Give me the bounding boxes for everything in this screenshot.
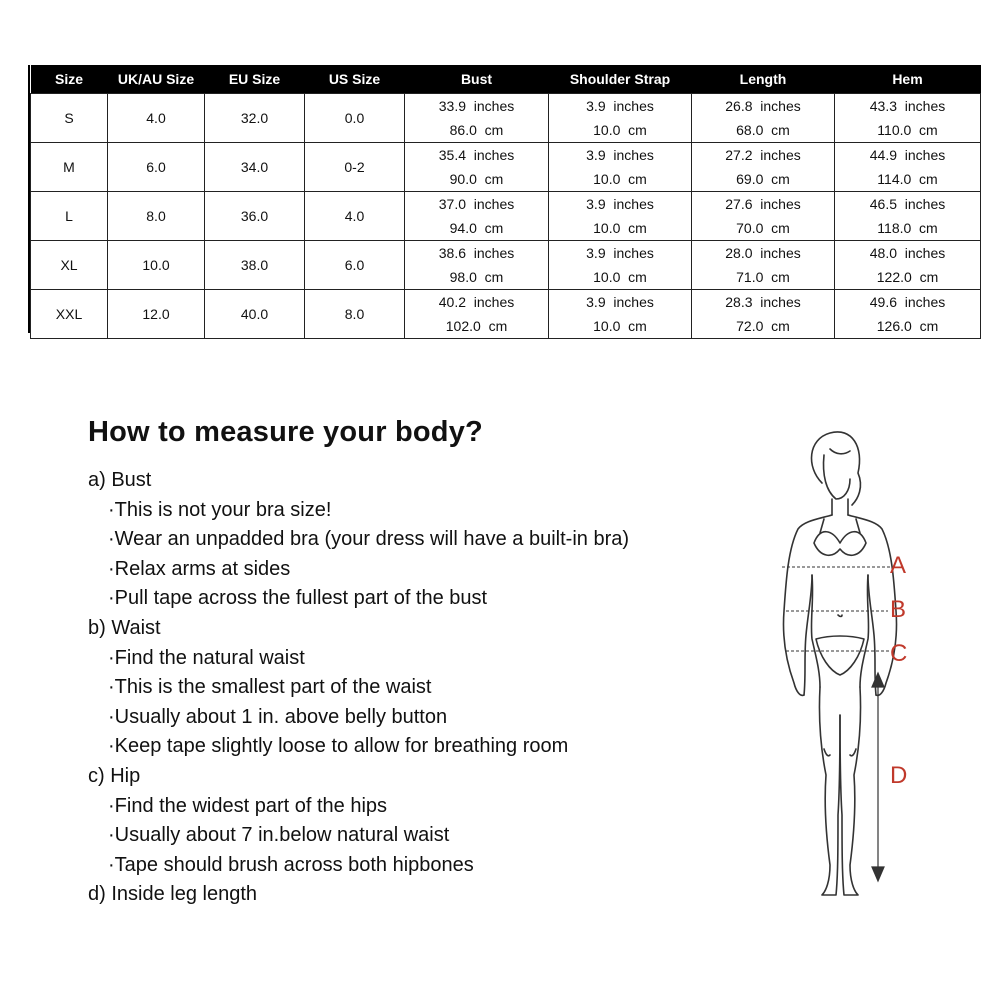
bust-inches: 35.4 inches [438, 147, 515, 163]
uk-au-cell: 6.0 [108, 143, 205, 192]
bust-cell [405, 94, 549, 143]
length-cm: 72.0 cm [736, 318, 790, 334]
bust-cm: 102.0 cm [445, 318, 508, 334]
header-shoulder-strap: Shoulder Strap [549, 65, 692, 94]
header-hem: Hem [835, 65, 981, 94]
waist-tip: ·Find the natural waist [108, 646, 305, 669]
length-cell [692, 94, 835, 143]
header-us-size: US Size [305, 65, 405, 94]
bust-inches: 37.0 inches [438, 196, 515, 212]
body-outline [783, 432, 896, 895]
uk-au-cell: 12.0 [108, 290, 205, 339]
shoulder-strap-cell [549, 241, 692, 290]
length-inches: 28.0 inches [725, 245, 801, 261]
header-length: Length [692, 65, 835, 94]
size-chart-header-row [31, 65, 981, 94]
guide-title: How to measure your body? [88, 416, 483, 448]
eu-cell: 40.0 [205, 290, 305, 339]
shoulder-strap-cm: 10.0 cm [593, 269, 647, 285]
us-cell: 0.0 [305, 94, 405, 143]
shoulder-strap-cm: 10.0 cm [593, 318, 647, 334]
hip-tip: ·Find the widest part of the hips [108, 794, 388, 817]
hem-inches: 48.0 inches [869, 245, 946, 261]
length-cell [692, 241, 835, 290]
size-cell: XL [31, 241, 108, 290]
shoulder-strap-inches: 3.9 inches [586, 294, 654, 310]
length-cell [692, 143, 835, 192]
bust-tip: ·Wear an unpadded bra (your dress will have a built-in bra) [108, 528, 630, 551]
size-cell: L [31, 192, 108, 241]
length-inches: 27.6 inches [725, 196, 801, 212]
us-cell: 6.0 [305, 241, 405, 290]
waist-section-heading: b) Waist [88, 616, 161, 639]
inside-leg-arrow [872, 673, 884, 881]
table-row [31, 290, 981, 339]
waist-tip: ·Keep tape slightly loose to allow for breathing room [108, 735, 569, 758]
eu-cell: 38.0 [205, 241, 305, 290]
hem-cell [835, 290, 981, 339]
hem-cell [835, 241, 981, 290]
us-cell: 4.0 [305, 192, 405, 241]
hem-inches: 49.6 inches [869, 294, 946, 310]
hem-cell [835, 143, 981, 192]
eu-cell: 34.0 [205, 143, 305, 192]
length-cm: 69.0 cm [736, 171, 790, 187]
bust-cm: 98.0 cm [449, 269, 504, 285]
hip-tip: ·Usually about 7 in.below natural waist [108, 824, 450, 847]
measurement-labels [890, 552, 907, 789]
shoulder-strap-inches: 3.9 inches [586, 147, 654, 163]
bust-section-heading: a) Bust [88, 469, 152, 491]
uk-au-cell: 4.0 [108, 94, 205, 143]
bust-tip: ·This is not your bra size! [108, 498, 332, 521]
header-bust: Bust [405, 65, 549, 94]
shoulder-strap-inches: 3.9 inches [586, 98, 654, 114]
hem-inches: 44.9 inches [869, 147, 946, 163]
shoulder-strap-cm: 10.0 cm [593, 220, 647, 236]
shoulder-strap-cm: 10.0 cm [593, 122, 647, 138]
size-cell: XXL [31, 290, 108, 339]
hem-inches: 43.3 inches [869, 98, 946, 114]
uk-au-cell: 10.0 [108, 241, 205, 290]
length-cell [692, 192, 835, 241]
hip-tip: ·Tape should brush across both hipbones [108, 853, 474, 876]
shoulder-strap-cell [549, 192, 692, 241]
shoulder-strap-inches: 3.9 inches [586, 196, 654, 212]
shoulder-strap-cell [549, 143, 692, 192]
header-size: Size [31, 65, 108, 94]
header-uk-au-size: UK/AU Size [108, 65, 205, 94]
bust-cm: 86.0 cm [449, 122, 504, 138]
hip-section-heading: c) Hip [88, 764, 141, 787]
bust-tip: ·Relax arms at sides [108, 557, 291, 580]
length-cm: 70.0 cm [736, 220, 790, 236]
bust-cell [405, 290, 549, 339]
body-measurement-figure [760, 425, 940, 915]
shoulder-strap-inches: 3.9 inches [586, 245, 654, 261]
us-cell: 8.0 [305, 290, 405, 339]
bust-inches: 33.9 inches [438, 98, 515, 114]
length-inches: 27.2 inches [725, 147, 801, 163]
bust-tip: ·Pull tape across the fullest part of the bust [108, 587, 488, 610]
waist-tip: ·This is the smallest part of the waist [108, 676, 432, 699]
table-row [31, 94, 981, 143]
hem-cell [835, 192, 981, 241]
length-inches: 28.3 inches [725, 294, 801, 310]
waist-tip: ·Usually about 1 in. above belly button [108, 705, 448, 728]
label-c: C [890, 640, 908, 667]
label-a: A [890, 552, 907, 579]
bust-inches: 40.2 inches [438, 294, 515, 310]
hem-cm: 114.0 cm [877, 171, 938, 187]
us-cell: 0-2 [305, 143, 405, 192]
header-eu-size: EU Size [205, 65, 305, 94]
hem-cm: 126.0 cm [876, 318, 939, 334]
table-row [31, 192, 981, 241]
bust-cm: 94.0 cm [449, 220, 504, 236]
shoulder-strap-cell [549, 94, 692, 143]
length-cm: 71.0 cm [736, 269, 790, 285]
inside-leg-section-heading: d) Inside leg length [88, 883, 258, 906]
hem-cm: 118.0 cm [877, 220, 938, 236]
uk-au-cell: 8.0 [108, 192, 205, 241]
bust-cell [405, 241, 549, 290]
table-row [31, 143, 981, 192]
hem-inches: 46.5 inches [869, 196, 946, 212]
eu-cell: 36.0 [205, 192, 305, 241]
bust-inches: 38.6 inches [438, 245, 515, 261]
size-chart-table [30, 65, 981, 339]
shoulder-strap-cm: 10.0 cm [593, 171, 647, 187]
bust-cell [405, 143, 549, 192]
length-cell [692, 290, 835, 339]
hem-cm: 110.0 cm [877, 122, 938, 138]
table-row [31, 241, 981, 290]
length-inches: 26.8 inches [725, 98, 801, 114]
bust-cm: 90.0 cm [449, 171, 504, 187]
size-cell: M [31, 143, 108, 192]
measure-guide [88, 466, 629, 910]
hem-cell [835, 94, 981, 143]
eu-cell: 32.0 [205, 94, 305, 143]
size-chart [28, 65, 978, 333]
hem-cm: 122.0 cm [876, 269, 939, 285]
shoulder-strap-cell [549, 290, 692, 339]
label-d: D [890, 762, 908, 789]
label-b: B [890, 596, 907, 623]
bust-cell [405, 192, 549, 241]
size-cell: S [31, 94, 108, 143]
length-cm: 68.0 cm [736, 122, 790, 138]
